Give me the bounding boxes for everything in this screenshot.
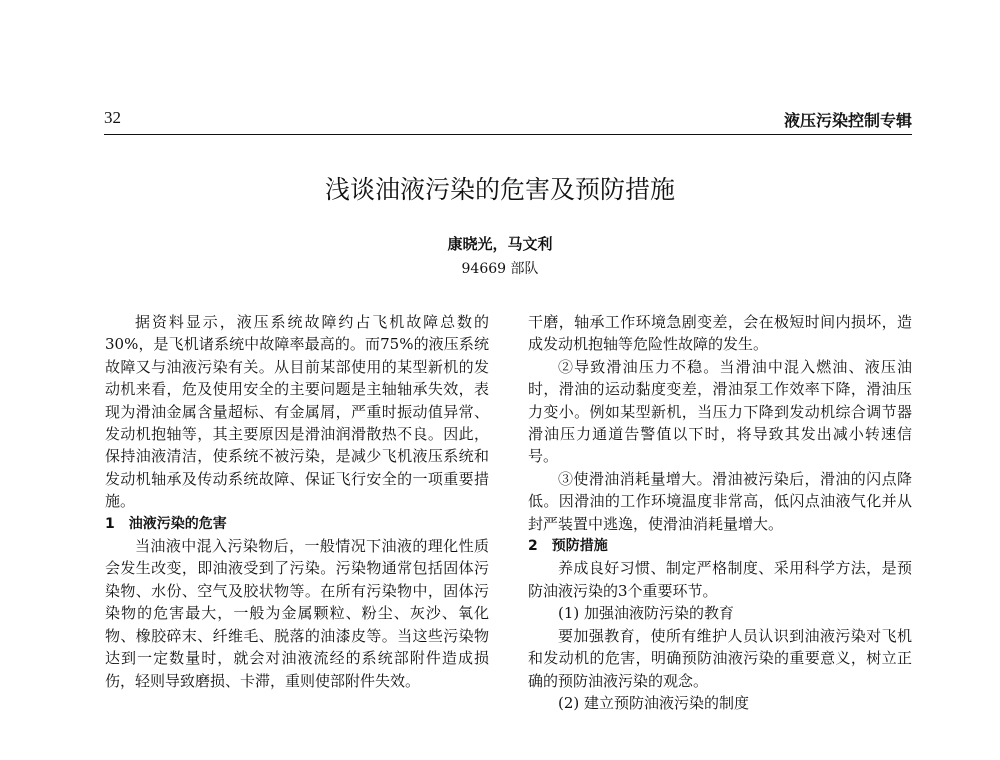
author-list: 康晓光，马文利 — [447, 235, 553, 253]
running-header — [104, 108, 912, 132]
section-1-paragraph: 当油液中混入污染物后，一般情况下油液的理化性质会发生改变，即油液受到了污染。污染物通常包括固体污染物、水份、空气及胶状物等。在所有污染物中，固体污染物的危害最大，一般为金属颗粒、粉尘、灰沙、氧化物、橡胶碎末、纤维毛、脱落的油漆皮等。当这些污染物达到一定数量时，就会对油液流经的系统部附件造成损伤，轻则导致磨损、卡滞，重则使部附件失效。 — [105, 537, 489, 690]
right-column — [528, 311, 912, 714]
intro-paragraph: 据资料显示，液压系统故障约占飞机故障总数的30%，是飞机诸系统中故障率最高的。而75%的液压系统故障又与油液污染有关。从目前某部使用的某型新机的发动机来看，危及使用安全的主要问题是主轴轴承失效，表现为滑油金属含量超标、有金属屑，严重时振动值异常、发动机抱轴等，其主要原因是滑油润滑散热不良。因此，保持油液清洁，使系统不被污染，是减少飞机液压系统和发动机轴承及传动系统故障、保证飞行安全的一项重要措施。 — [105, 313, 489, 511]
continued-paragraph: 干磨，轴承工作环境急剧变差，会在极短时间内损坏，造成发动机抱轴等危险性故障的发生。 — [528, 313, 912, 354]
affiliation: 94669 部队 — [461, 261, 539, 277]
list-item-3: ③使滑油消耗量增大。滑油被污染后，滑油的闪点降低。因滑油的工作环境温度非常高，低闪点油液气化并从封严装置中逃逸，使滑油消耗量增大。 — [528, 469, 912, 533]
article-title: 浅谈油液污染的危害及预防措施 — [324, 175, 675, 204]
section-2-paragraph: 养成良好习惯、制定严格制度、采用科学方法，是预防油液污染的3个重要环节。 — [528, 559, 912, 600]
running-title: 液压污染控制专辑 — [783, 111, 912, 130]
left-column — [105, 311, 489, 692]
header-rule — [104, 134, 912, 135]
subsection-1-paragraph: 要加强教育，使所有维护人员认识到油液污染对飞机和发动机的危害，明确预防油液污染的重要意义，树立正确的预防油液污染的观念。 — [528, 626, 912, 690]
list-item-2: ②导致滑油压力不稳。当滑油中混入燃油、液压油时，滑油的运动黏度变差，滑油泵工作效率下降，滑油压力变小。例如某型新机，当压力下降到发动机综合调节器滑油压力通道告警值以下时，将导致其发出减小转速信号。 — [528, 357, 912, 466]
section-2-heading: 2 预防措施 — [528, 538, 608, 555]
page-number: 32 — [104, 108, 121, 127]
subsection-1-heading: (1) 加强油液防污染的教育 — [558, 604, 735, 623]
subsection-2-heading: (2) 建立预防油液污染的制度 — [558, 693, 750, 712]
section-1-heading: 1 油液污染的危害 — [105, 515, 227, 532]
